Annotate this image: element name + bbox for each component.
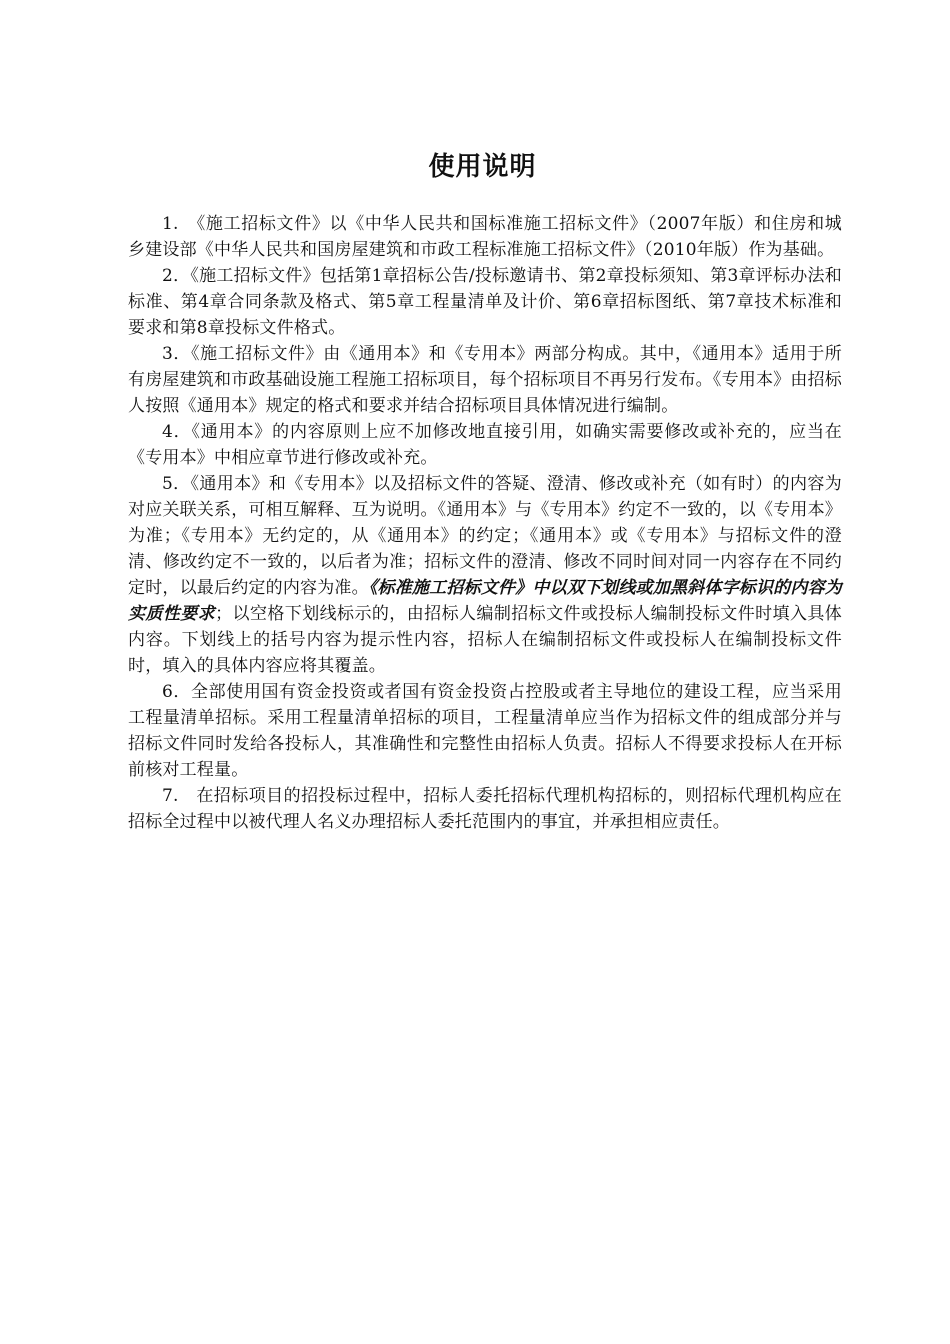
paragraph-1: 1. 《施工招标文件》以《中华人民共和国标准施工招标文件》（2007年版）和住房和城乡建设部《中华人民共和国房屋建筑和市政工程标准施工招标文件》（2010年版）作为基础。: [128, 214, 842, 260]
paragraph-2: 2．《施工招标文件》包括第1章招标公告/投标邀请书、第2章投标须知、第3章评标办法和标准、第4章合同条款及格式、第5章工程量清单及计价、第6章招标图纸、第7章技术标准和要求和第8章投标文件格式。: [128, 266, 842, 338]
paragraph-6: 6．全部使用国有资金投资或者国有资金投资占控股或者主导地位的建设工程，应当采用工程量清单招标。采用工程量清单招标的项目，工程量清单应当作为招标文件的组成部分并与招标文件同时发给各投标人，其准确性和完整性由招标人负责。招标人不得要求投标人在开标前核对工程量。: [128, 682, 842, 780]
paragraph-4: 4．《通用本》的内容原则上应不加修改地直接引用，如确实需要修改或补充的，应当在《专用本》中相应章节进行修改或补充。: [128, 422, 842, 468]
paragraph-5-text-after: ；以空格下划线标示的，由招标人编制招标文件或投标人编制投标文件时填入具体内容。下划线上的括号内容为提示性内容，招标人在编制招标文件或投标人在编制投标文件时，填入的具体内容应将其覆盖。: [128, 604, 843, 676]
paragraph-5-substantive-requirement: 《标准施工招标文件》中以双下划线或加黑斜体字标识的内容为实质性要求: [128, 578, 842, 624]
paragraph-5-text-before: 5．《通用本》和《专用本》以及招标文件的答疑、澄清、修改或补充（如有时）的内容为对应关联关系，可相互解释、互为说明。《通用本》与《专用本》约定不一致的，以《专用本》为准；《专用本》无约定的，从《通用本》的约定；《通用本》或《专用本》与招标文件的澄清、修改约定不一致的，以后者为准；招标文件的澄清、修改不同时间对同一内容存在不同约定时，以最后约定的内容为准。: [128, 474, 842, 598]
paragraph-5: [128, 471, 842, 679]
document-body: [128, 211, 842, 835]
page-title: 使用说明: [428, 152, 537, 182]
paragraph-3: 3．《施工招标文件》由《通用本》和《专用本》两部分构成。其中，《通用本》适用于所有房屋建筑和市政基础设施工程施工招标项目，每个招标项目不再另行发布。《专用本》由招标人按照《通用本》规定的格式和要求并结合招标项目具体情况进行编制。: [128, 344, 842, 416]
paragraph-7: 7. 在招标项目的招投标过程中，招标人委托招标代理机构招标的，则招标代理机构应在招标全过程中以被代理人名义办理招标人委托范围内的事宜，并承担相应责任。: [128, 786, 842, 832]
